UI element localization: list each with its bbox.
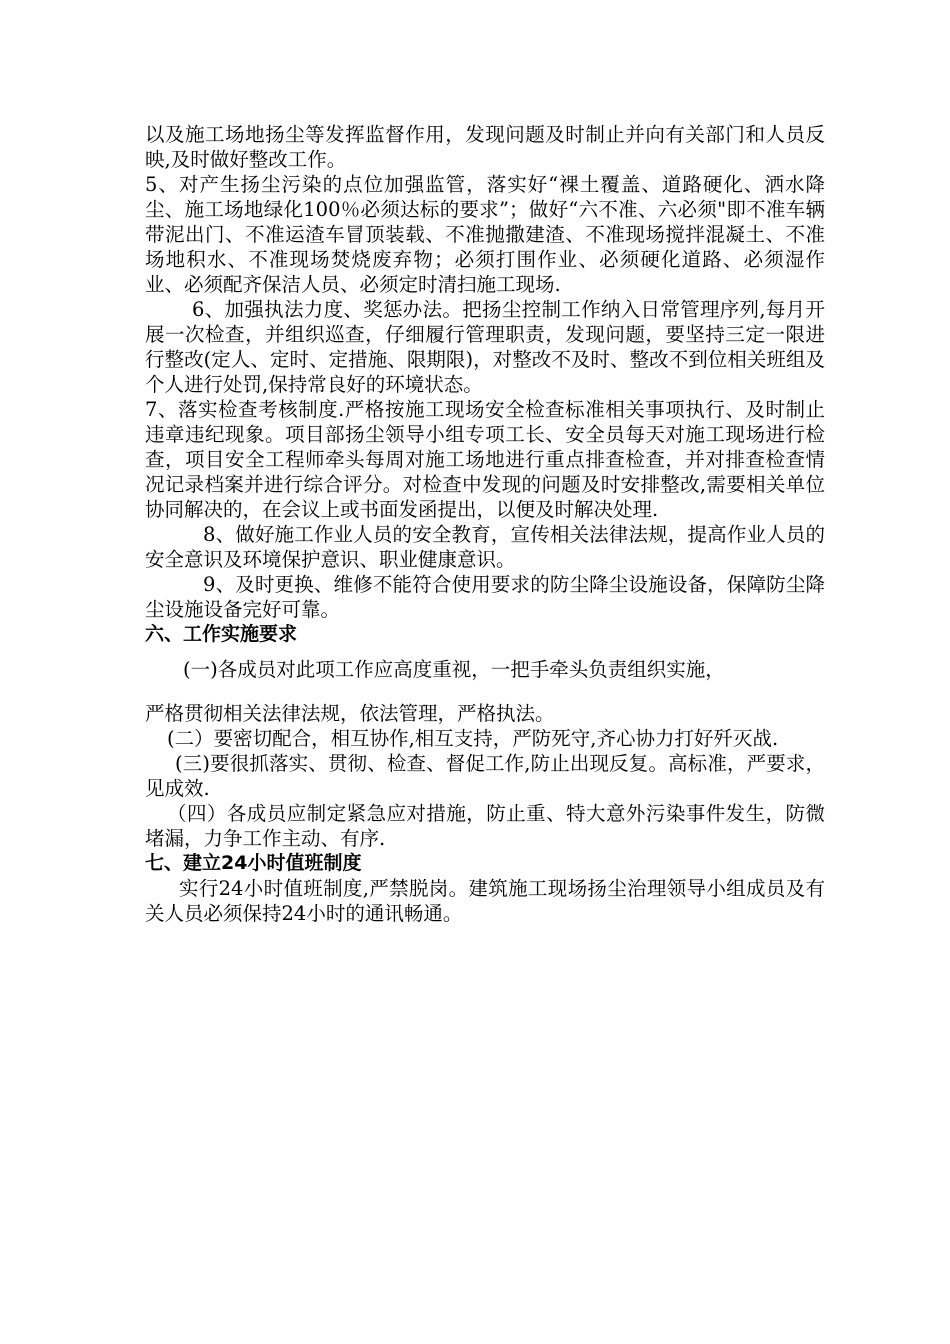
section-6-heading: 六、工作实施要求	[145, 623, 298, 645]
paragraph-item-9: 9、及时更换、维修不能符合使用要求的防尘降尘设施设备，保障防尘降尘设施设备完好可靠。	[145, 573, 825, 621]
section-7-body: 实行24小时值班制度,严禁脱岗。建筑施工现场扬尘治理领导小组成员及有关人员必须保持24小时的通讯畅通。	[145, 877, 825, 925]
paragraph-item-8: 8、做好施工作业人员的安全教育，宣传相关法律法规，提高作业人员的安全意识及环境保护意识、职业健康意识。	[145, 523, 825, 571]
paragraph-item-7: 7、落实检查考核制度.严格按施工现场安全检查标准相关事项执行、及时制止违章违纪现象。项目部扬尘领导小组专项工长、安全员每天对施工现场进行检查，项目安全工程师牵头每周对施工场地进行重点排查检查，并对排查检查情况记录档案并进行综合评分。对检查中发现的问题及时安排整改,需要相关单位协同解决的，在会议上或书面发函提出，以便及时解决处理.	[145, 398, 825, 521]
section-6-item-2: (二）要密切配合，相互协作,相互支持，严防死守,齐心协力打好歼灭战.	[167, 727, 779, 750]
section-6-item-1: (一)各成员对此项工作应高度重视，一把手牵头负责组织实施，	[183, 658, 725, 681]
paragraph-item-5: 5、对产生扬尘污染的点位加强监管，落实好“裸土覆盖、道路硬化、洒水降尘、施工场地绿化100％必须达标的要求”；做好“六不准、六必须"即不准车辆带泥出门、不准运渣车冒顶装载、不准抛撒建渣、不准现场搅拌混凝土、不准场地积水、不准现场焚烧废弃物；必须打围作业、必须硬化道路、必须湿作业、必须配齐保洁人员、必须定时清扫施工现场.	[145, 173, 825, 296]
section-6-item-3: (三)要很抓落实、贯彻、检查、督促工作,防止出现反复。高标准，严要求，见成效.	[145, 752, 825, 800]
document-body	[145, 122, 825, 926]
paragraph-item-6: 6、加强执法力度、奖惩办法。把扬尘控制工作纳入日常管理序列,每月开展一次检查，并组织巡查，仔细履行管理职责，发现问题，要坚持三定一限进行整改(定人、定时、定措施、限期限)，对整改不及时、整改不到位相关班组及个人进行处罚,保持常良好的环境状态。	[145, 298, 825, 396]
paragraph-intro: 以及施工场地扬尘等发挥监督作用，发现问题及时制止并向有关部门和人员反映,及时做好整改工作。	[145, 123, 825, 171]
section-7-heading: 七、建立24小时值班制度	[145, 852, 362, 874]
section-6-item-4: （四）各成员应制定紧急应对措施，防止重、特大意外污染事件发生，防微堵漏，力争工作主动、有序.	[145, 802, 825, 850]
section-6-item-1-continued: 严格贯彻相关法律法规，依法管理，严格执法。	[145, 702, 555, 725]
